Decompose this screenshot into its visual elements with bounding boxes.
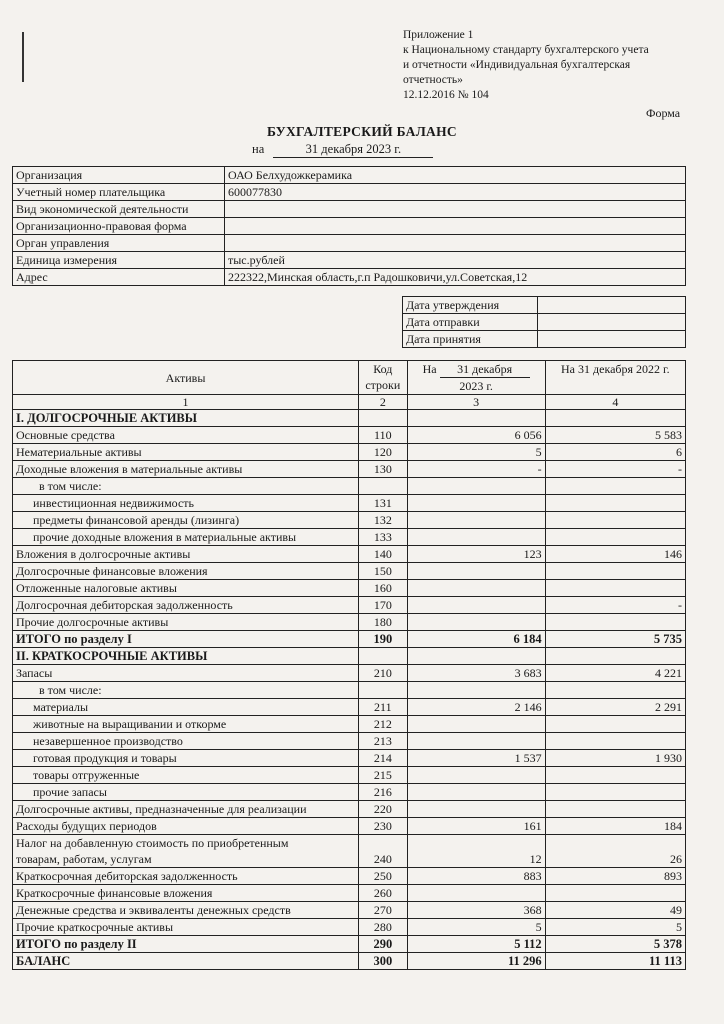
appendix-line: 12.12.2016 № 104: [403, 89, 489, 101]
row-code: 131: [359, 495, 408, 512]
row-value-2022: [545, 614, 685, 631]
org-label: Орган управления: [13, 235, 225, 252]
row-name: [13, 801, 359, 818]
row-name: [13, 682, 359, 699]
header-previous-period: На 31 декабря 2022 г.: [545, 361, 685, 395]
row-value-2022: [545, 767, 685, 784]
row-value-2023: 123: [407, 546, 545, 563]
row-value-2023: [407, 478, 545, 495]
row-name: [13, 495, 359, 512]
org-label: Единица измерения: [13, 252, 225, 269]
appendix-line: Приложение 1: [403, 29, 474, 41]
table-row: [13, 410, 686, 427]
table-row: [13, 885, 686, 902]
row-value-2022: 5 378: [545, 936, 685, 953]
date-label: Дата отправки: [403, 314, 538, 331]
row-value-2023: 1 537: [407, 750, 545, 767]
row-value-2022: [545, 716, 685, 733]
row-value-2023: [407, 529, 545, 546]
row-name: [13, 784, 359, 801]
row-value-2023: 883: [407, 868, 545, 885]
org-value: [225, 201, 686, 218]
table-row: [13, 580, 686, 597]
row-value-2023: [407, 580, 545, 597]
row-value-2022: 11 113: [545, 953, 685, 970]
table-row: [13, 665, 686, 682]
row-value-2023: 161: [407, 818, 545, 835]
row-name-text: Запасы: [16, 666, 53, 680]
row-name-text: инвестиционная недвижимость: [33, 496, 195, 510]
row-name: [13, 919, 359, 936]
row-name: [13, 699, 359, 716]
table-row: [13, 953, 686, 970]
org-value: [225, 218, 686, 235]
row-value-2023: 5: [407, 444, 545, 461]
row-value-2023: [407, 784, 545, 801]
row-value-2023: -: [407, 461, 545, 478]
table-row: [13, 529, 686, 546]
row-value-2022: [545, 478, 685, 495]
org-row: [13, 269, 686, 286]
table-row: [13, 614, 686, 631]
row-code: 220: [359, 801, 408, 818]
row-name-text: I. ДОЛГОСРОЧНЫЕ АКТИВЫ: [16, 411, 198, 425]
header-current-date: [411, 361, 542, 378]
date-value: [538, 331, 686, 348]
date-row: [403, 331, 686, 348]
row-value-2023: 368: [407, 902, 545, 919]
row-name-text: Долгосрочная дебиторская задолженность: [16, 598, 233, 612]
row-value-2023: [407, 648, 545, 665]
row-value-2022: [545, 885, 685, 902]
row-value-2022: [545, 495, 685, 512]
row-name: [13, 767, 359, 784]
row-name-text: Основные средства: [16, 428, 115, 442]
row-name: [13, 818, 359, 835]
table-header-row: [13, 361, 686, 395]
table-row: [13, 784, 686, 801]
table-row: [13, 835, 686, 868]
row-name: [13, 716, 359, 733]
row-code: 240: [359, 835, 408, 868]
row-code: 280: [359, 919, 408, 936]
row-name: [13, 868, 359, 885]
row-value-2022: 2 291: [545, 699, 685, 716]
row-value-2022: 146: [545, 546, 685, 563]
row-value-2023: 2 146: [407, 699, 545, 716]
table-row: [13, 512, 686, 529]
row-value-2022: 1 930: [545, 750, 685, 767]
header-na: На: [422, 362, 437, 376]
col-index-1: 1: [13, 395, 359, 410]
row-value-2022: [545, 648, 685, 665]
row-code: 300: [359, 953, 408, 970]
row-name: [13, 563, 359, 580]
org-label: Организационно-правовая форма: [13, 218, 225, 235]
row-code: [359, 410, 408, 427]
header-code: [359, 361, 408, 395]
row-name-text: БАЛАНС: [16, 954, 71, 968]
row-value-2023: 12: [407, 835, 545, 868]
row-name: [13, 512, 359, 529]
header-code-line2: строки: [365, 378, 401, 392]
row-value-2022: [545, 410, 685, 427]
row-name: [13, 597, 359, 614]
row-name-text: Расходы будущих периодов: [16, 819, 157, 833]
report-date: 31 декабря 2023 г.: [273, 142, 433, 158]
date-value: [538, 314, 686, 331]
date-label: Дата принятия: [403, 331, 538, 348]
assets-table: [12, 360, 686, 970]
org-row: [13, 201, 686, 218]
row-name-text: Нематериальные активы: [16, 445, 142, 459]
row-value-2022: [545, 682, 685, 699]
org-row: [13, 235, 686, 252]
row-value-2023: [407, 716, 545, 733]
row-value-2022: [545, 529, 685, 546]
row-value-2022: 184: [545, 818, 685, 835]
org-label: Вид экономической деятельности: [13, 201, 225, 218]
table-row: [13, 801, 686, 818]
row-value-2023: [407, 410, 545, 427]
row-code: 216: [359, 784, 408, 801]
row-name: [13, 733, 359, 750]
row-code: 213: [359, 733, 408, 750]
row-code: 180: [359, 614, 408, 631]
row-value-2022: [545, 733, 685, 750]
row-value-2022: [545, 580, 685, 597]
row-name-text: предметы финансовой аренды (лизинга): [33, 513, 240, 527]
table-row: [13, 563, 686, 580]
row-name: [13, 835, 359, 868]
row-code: 150: [359, 563, 408, 580]
row-name: [13, 580, 359, 597]
row-name-text: Вложения в долгосрочные активы: [16, 547, 191, 561]
org-label: Учетный номер плательщика: [13, 184, 225, 201]
table-row: [13, 461, 686, 478]
table-row: [13, 868, 686, 885]
table-row: [13, 919, 686, 936]
row-name-text: незавершенное производство: [33, 734, 183, 748]
row-value-2022: [545, 801, 685, 818]
appendix-note: [403, 28, 703, 103]
row-code: 110: [359, 427, 408, 444]
row-code: 130: [359, 461, 408, 478]
row-name-text: прочие запасы: [33, 785, 107, 799]
table-row: [13, 818, 686, 835]
org-row: [13, 167, 686, 184]
row-value-2022: [545, 784, 685, 801]
row-code: 210: [359, 665, 408, 682]
table-row: [13, 902, 686, 919]
form-label: Форма: [646, 106, 681, 120]
row-value-2022: 26: [545, 835, 685, 868]
row-value-2022: -: [545, 461, 685, 478]
row-name: [13, 614, 359, 631]
row-code: 270: [359, 902, 408, 919]
col-index-2: 2: [359, 395, 408, 410]
row-code: 133: [359, 529, 408, 546]
table-row: [13, 478, 686, 495]
table-row: [13, 750, 686, 767]
row-code: 214: [359, 750, 408, 767]
row-value-2023: 11 296: [407, 953, 545, 970]
row-name: [13, 648, 359, 665]
date-row: [403, 297, 686, 314]
org-row: [13, 218, 686, 235]
row-code: 215: [359, 767, 408, 784]
row-name-text: Прочие долгосрочные активы: [16, 615, 169, 629]
row-value-2023: 3 683: [407, 665, 545, 682]
table-row: [13, 444, 686, 461]
table-row: [13, 546, 686, 563]
row-code: 140: [359, 546, 408, 563]
row-value-2022: 6: [545, 444, 685, 461]
row-code: 250: [359, 868, 408, 885]
row-name: [13, 478, 359, 495]
row-code: 211: [359, 699, 408, 716]
table-row: [13, 699, 686, 716]
row-name: [13, 750, 359, 767]
table-row: [13, 716, 686, 733]
row-code: 212: [359, 716, 408, 733]
row-value-2023: [407, 495, 545, 512]
row-name: [13, 631, 359, 648]
row-name: [13, 936, 359, 953]
row-code: 230: [359, 818, 408, 835]
row-name-text: Отложенные налоговые активы: [16, 581, 177, 595]
row-value-2022: 5 583: [545, 427, 685, 444]
date-row: [403, 314, 686, 331]
row-value-2023: [407, 597, 545, 614]
table-row: [13, 427, 686, 444]
row-value-2022: 5: [545, 919, 685, 936]
organization-table: [12, 166, 686, 286]
row-name-text: Прочие краткосрочные активы: [16, 920, 174, 934]
header-current-period: [407, 361, 545, 395]
row-name-text: Краткосрочные финансовые вложения: [16, 886, 213, 900]
column-index-row: [13, 395, 686, 410]
row-value-2022: [545, 563, 685, 580]
col-index-3: 3: [407, 395, 545, 410]
row-value-2023: 5: [407, 919, 545, 936]
row-name-text: Долгосрочные активы, предназначенные для реализации: [16, 802, 307, 816]
dates-table: [402, 296, 686, 348]
table-row: [13, 733, 686, 750]
table-row: [13, 597, 686, 614]
row-code: 260: [359, 885, 408, 902]
row-name: [13, 444, 359, 461]
org-row: [13, 184, 686, 201]
row-code: 120: [359, 444, 408, 461]
table-row: [13, 648, 686, 665]
row-value-2022: -: [545, 597, 685, 614]
row-name-text: материалы: [33, 700, 89, 714]
table-row: [13, 631, 686, 648]
org-row: [13, 252, 686, 269]
row-value-2023: [407, 885, 545, 902]
row-value-2022: 4 221: [545, 665, 685, 682]
row-value-2023: 5 112: [407, 936, 545, 953]
row-name: [13, 953, 359, 970]
org-value: ОАО Белхудожкерамика: [225, 167, 686, 184]
row-code: [359, 682, 408, 699]
row-code: [359, 478, 408, 495]
row-name-text: животные на выращивании и откорме: [33, 717, 227, 731]
margin-mark: [22, 32, 24, 82]
row-name-text: прочие доходные вложения в материальные активы: [33, 530, 297, 544]
row-name: [13, 902, 359, 919]
table-row: [13, 936, 686, 953]
row-value-2022: 5 735: [545, 631, 685, 648]
row-value-2023: [407, 801, 545, 818]
table-row: [13, 682, 686, 699]
row-value-2022: 893: [545, 868, 685, 885]
org-value: [225, 235, 686, 252]
row-name-text: товары отгруженные: [33, 768, 140, 782]
appendix-line: отчетность»: [403, 74, 463, 86]
row-code: [359, 648, 408, 665]
appendix-line: и отчетности «Индивидуальная бухгалтерская: [403, 59, 631, 71]
header-year: 2023 г.: [459, 379, 493, 393]
row-name-text: Долгосрочные финансовые вложения: [16, 564, 208, 578]
appendix-line: к Национальному стандарту бухгалтерского учета: [403, 44, 649, 56]
row-name: [13, 410, 359, 427]
row-name: [13, 461, 359, 478]
date-value: [538, 297, 686, 314]
row-value-2023: 6 184: [407, 631, 545, 648]
row-name-text: Доходные вложения в материальные активы: [16, 462, 243, 476]
header-assets: Активы: [13, 361, 359, 395]
row-name-text: в том числе:: [39, 683, 102, 697]
row-name-text: в том числе:: [39, 479, 102, 493]
row-name-text: ИТОГО по разделу II: [16, 937, 137, 951]
row-name-text: ИТОГО по разделу I: [16, 632, 132, 646]
row-name-text-2: товарам, работам, услугам: [16, 852, 152, 866]
org-value: 222322,Минская область,г.п Радошковичи,ул.Советская,12: [225, 269, 686, 286]
row-value-2023: [407, 767, 545, 784]
row-name-text: II. КРАТКОСРОЧНЫЕ АКТИВЫ: [16, 649, 208, 663]
row-code: 190: [359, 631, 408, 648]
row-value-2023: [407, 563, 545, 580]
row-name: [13, 885, 359, 902]
row-name-text: Денежные средства и эквиваленты денежных средств: [16, 903, 291, 917]
row-name: [13, 529, 359, 546]
row-value-2022: [545, 512, 685, 529]
report-date-line: [252, 142, 433, 158]
org-label: Адрес: [13, 269, 225, 286]
row-value-2023: [407, 614, 545, 631]
org-value: тыс.рублей: [225, 252, 686, 269]
header-date: 31 декабря: [440, 361, 530, 378]
row-code: 132: [359, 512, 408, 529]
table-row: [13, 767, 686, 784]
document-title: БУХГАЛТЕРСКИЙ БАЛАНС: [267, 124, 457, 139]
na-prefix: на: [252, 142, 265, 156]
col-index-4: 4: [545, 395, 685, 410]
row-name-text: Налог на добавленную стоимость по приобретенным: [16, 836, 289, 850]
row-name: [13, 427, 359, 444]
header-code-line1: Код: [373, 362, 393, 376]
row-value-2023: 6 056: [407, 427, 545, 444]
org-value: 600077830: [225, 184, 686, 201]
row-value-2022: 49: [545, 902, 685, 919]
row-value-2023: [407, 682, 545, 699]
table-row: [13, 495, 686, 512]
row-value-2023: [407, 512, 545, 529]
row-code: 170: [359, 597, 408, 614]
row-name: [13, 665, 359, 682]
row-code: 160: [359, 580, 408, 597]
date-label: Дата утверждения: [403, 297, 538, 314]
row-name-text: готовая продукция и товары: [33, 751, 177, 765]
row-name-text: Краткосрочная дебиторская задолженность: [16, 869, 238, 883]
org-label: Организация: [13, 167, 225, 184]
row-code: 290: [359, 936, 408, 953]
row-name: [13, 546, 359, 563]
row-value-2023: [407, 733, 545, 750]
